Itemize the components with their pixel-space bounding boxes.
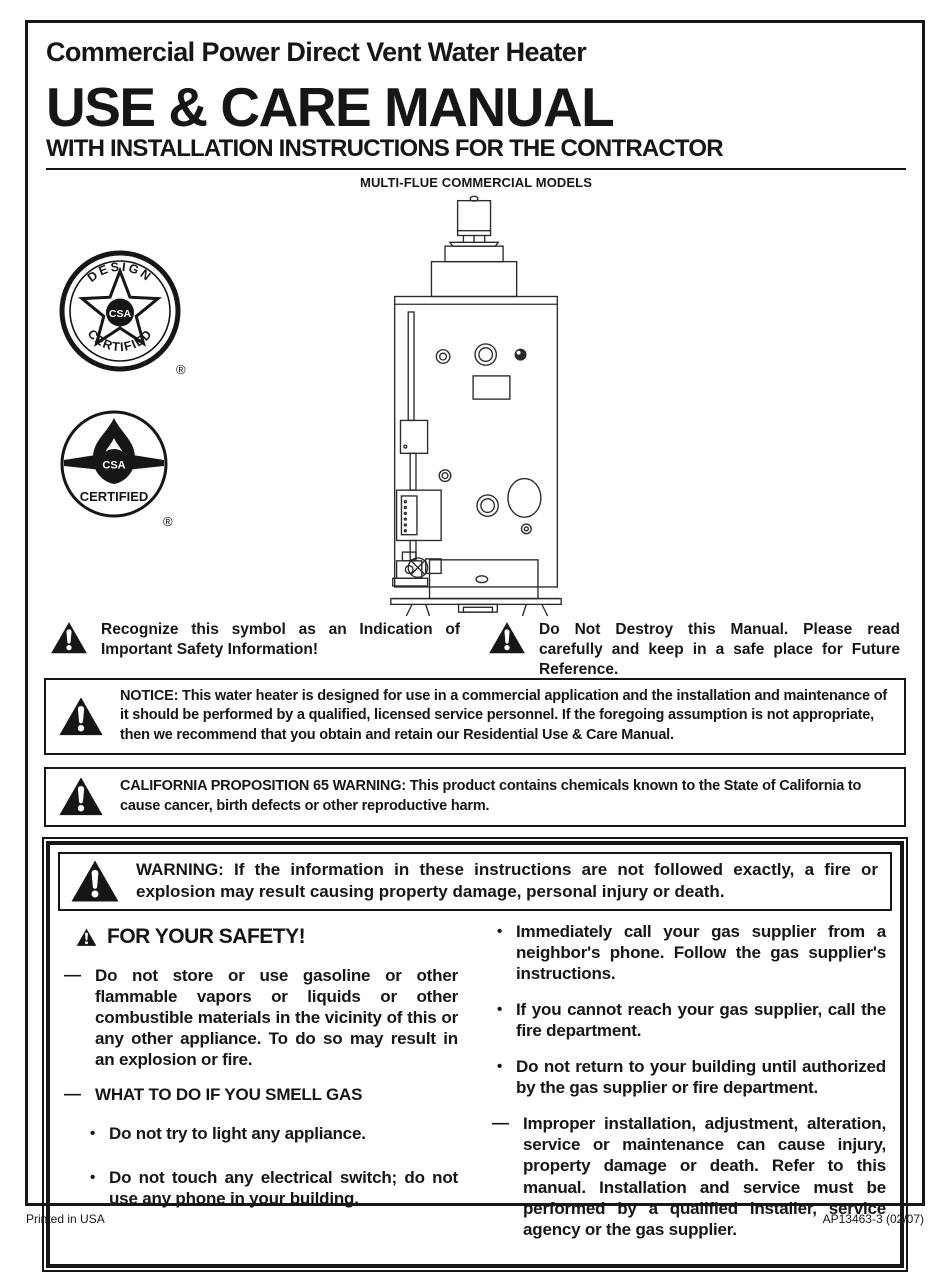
item-marker: • — [497, 922, 503, 940]
notice-box — [44, 678, 906, 755]
prop65-text: CALIFORNIA PROPOSITION 65 WARNING: This product contains chemicals known to the State of California to cause cancer, birth defects or other reproductive harm. — [120, 778, 862, 814]
safety-item — [64, 965, 458, 1070]
header-rule — [46, 168, 906, 170]
notes-row — [42, 620, 908, 676]
registered-mark: ® — [176, 362, 186, 377]
warning-triangle-icon — [488, 621, 526, 654]
registered-mark: ® — [163, 514, 173, 529]
csa-monogram-text: CSA — [102, 459, 126, 472]
safety-item — [64, 1167, 458, 1209]
csa-monogram-text: CSA — [108, 308, 132, 320]
item-text: WHAT TO DO IF YOU SMELL GAS — [95, 1085, 363, 1105]
item-text: Do not store or use gasoline or other flammable vapors or liquids or other combustible materials in the vicinity of this or any other appliance. To do so may result in an explosion or fire. — [95, 965, 458, 1070]
heading-text: FOR YOUR SAFETY! — [107, 924, 306, 948]
prop65-box — [44, 767, 906, 826]
item-text: If you cannot reach your gas supplier, call the fire department. — [516, 999, 886, 1041]
figure-area — [42, 190, 908, 618]
note-safety-symbol — [50, 620, 460, 676]
printed-in-label: Printed in USA — [26, 1212, 105, 1226]
warning-triangle-icon — [58, 776, 104, 816]
svg-text:CERTIFIED — [85, 327, 156, 355]
safety-column-left — [64, 921, 458, 1254]
safety-item — [64, 1084, 458, 1105]
warning-triangle-icon — [50, 621, 88, 654]
water-heater-diagram — [370, 190, 582, 616]
note-text: Recognize this symbol as an Indication of Important Safety Information! — [101, 621, 460, 658]
header — [42, 35, 908, 190]
warning-triangle-icon — [58, 696, 104, 736]
note-keep-manual — [488, 620, 900, 676]
safety-item — [64, 1123, 458, 1145]
csa-design-certified-logo-icon — [58, 248, 190, 380]
warning-box — [58, 852, 892, 911]
certified-label: CERTIFIED — [79, 489, 149, 504]
warning-triangle-icon — [70, 859, 120, 903]
notice-text: NOTICE: This water heater is designed for use in a commercial application and the installation and maintenance of it should be performed by a qualified, licensed service personnel. If the foregoing assumption is not appropriate, then we recommend that you obtain and retain our Residential Use & Care Manual. — [120, 688, 888, 743]
item-marker: • — [497, 1058, 503, 1076]
safety-item — [492, 999, 886, 1041]
page-title: USE & CARE MANUAL — [46, 76, 614, 138]
item-marker: • — [90, 1168, 96, 1186]
item-marker: — — [492, 1113, 509, 1133]
note-text: Do Not Destroy this Manual. Please read carefully and keep in a safe place for Future Reference. — [539, 621, 900, 678]
item-text: Immediately call your gas supplier from a neighbor's phone. Follow the gas supplier's instructions. — [516, 921, 886, 983]
item-text: Do not touch any electrical switch; do not use any phone in your building. — [109, 1167, 458, 1209]
warning-triangle-icon — [76, 928, 97, 946]
safety-section-inner — [46, 841, 904, 1268]
item-text: Improper installation, adjustment, alteration, service or maintenance can cause injury, property damage or death. Refer to this manual. Installation and service must be performed by a qualified installer, service agency or the gas supplier. — [523, 1114, 886, 1239]
item-text: Do not try to light any appliance. — [109, 1124, 366, 1144]
document-number: AP13463-3 (02/07) — [822, 1212, 924, 1226]
design-arc-text: DESIGN — [84, 259, 156, 285]
safety-column-right — [492, 921, 886, 1254]
product-line: Commercial Power Direct Vent Water Heater — [46, 37, 587, 67]
item-marker: — — [64, 1084, 81, 1104]
warning-text: WARNING: If the information in these instructions are not followed exactly, a fire or explosion may result causing property damage, personal injury or death. — [136, 860, 878, 901]
item-marker: • — [497, 1000, 503, 1018]
item-text: Do not return to your building until authorized by the gas supplier or fire department. — [516, 1057, 886, 1098]
safety-item — [492, 1056, 886, 1098]
safety-item — [492, 921, 886, 984]
item-marker: — — [64, 964, 81, 984]
csa-flame-certified-logo-icon — [56, 408, 180, 536]
safety-section — [42, 837, 908, 1272]
models-label: MULTI-FLUE COMMERCIAL MODELS — [360, 175, 592, 190]
certified-arc-text: CERTIFIED — [84, 326, 156, 355]
page-subtitle: WITH INSTALLATION INSTRUCTIONS FOR THE CONTRACTOR — [46, 135, 723, 162]
item-marker: • — [90, 1125, 96, 1143]
safety-columns — [58, 911, 892, 1254]
footer — [25, 1212, 925, 1226]
for-your-safety-heading — [76, 925, 458, 949]
